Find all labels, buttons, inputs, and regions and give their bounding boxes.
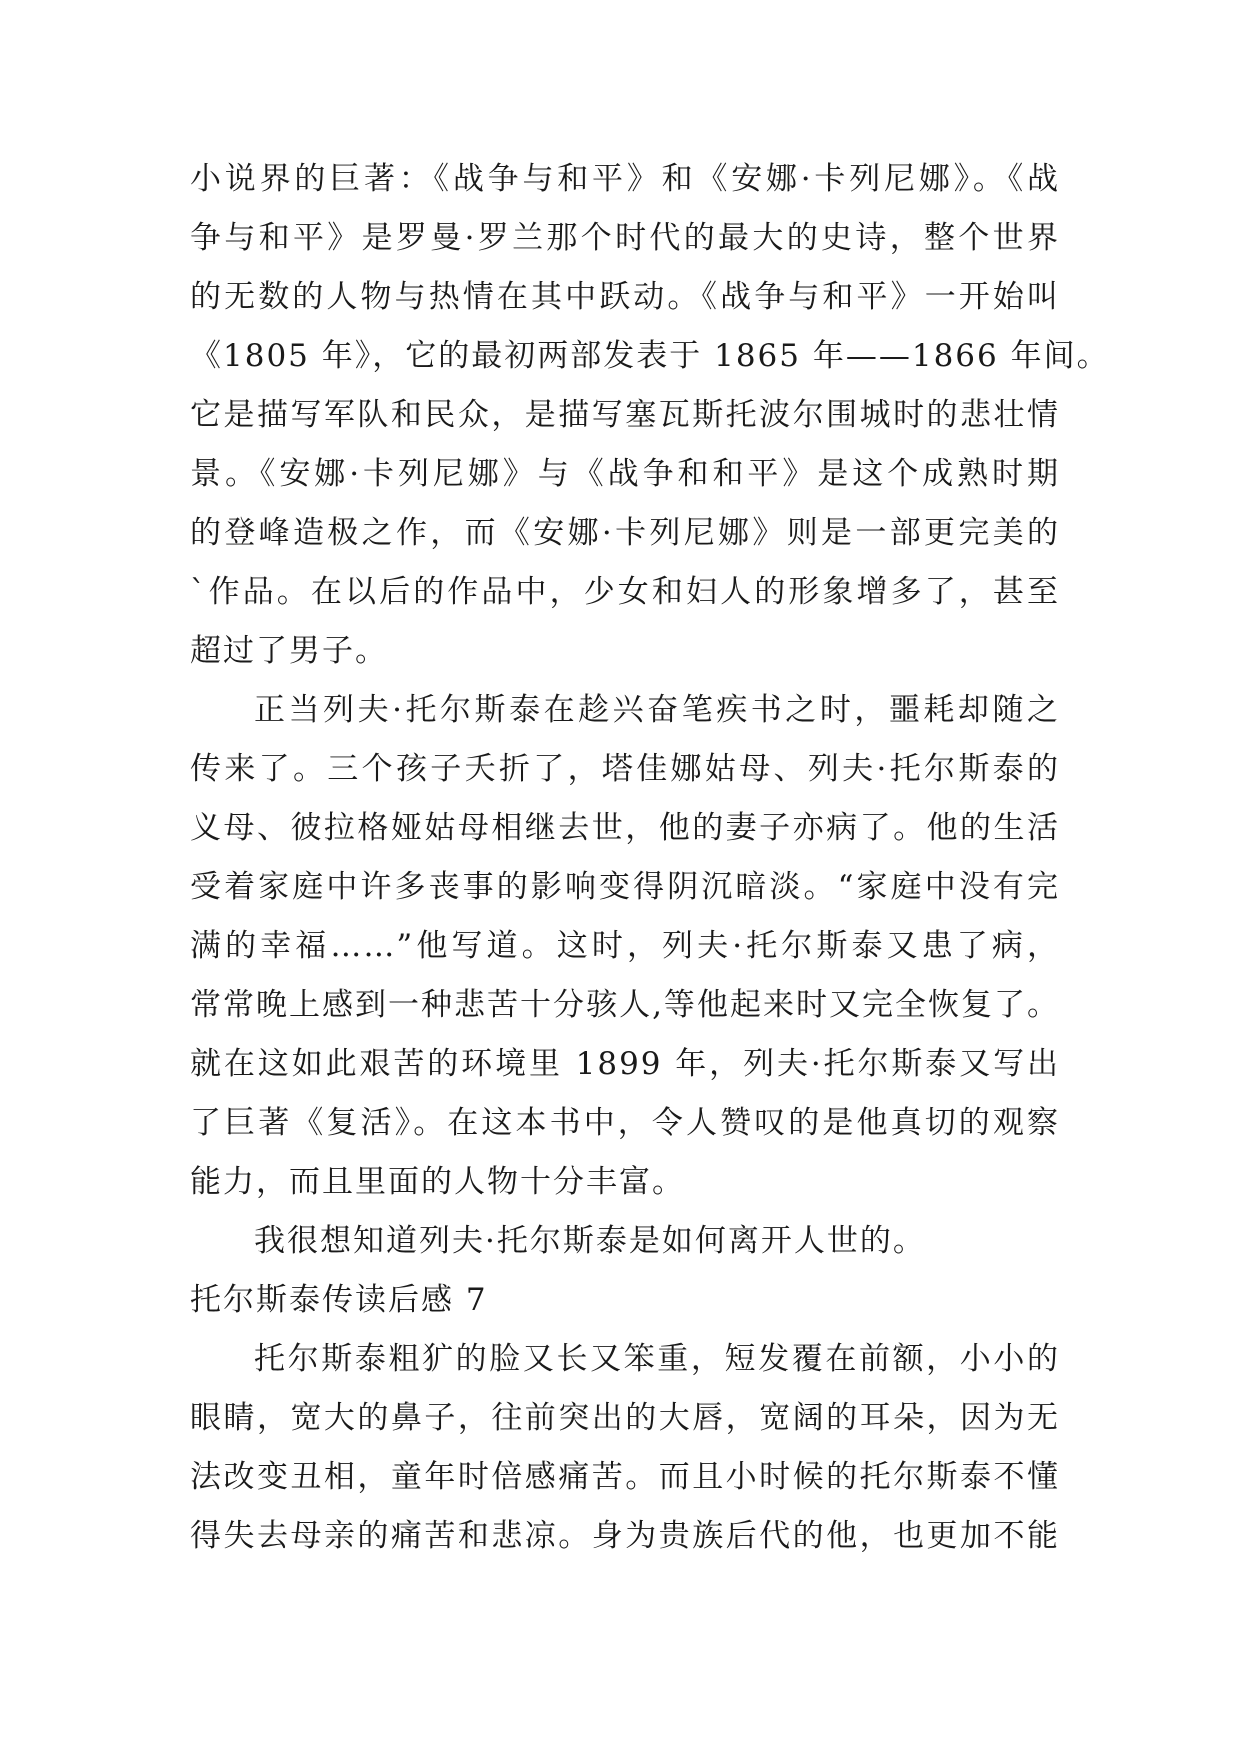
text-line: 传来了。三个孩子夭折了，塔佳娜姑母、列夫·托尔斯泰的 <box>190 751 1060 787</box>
text-line: 能力，而且里面的人物十分丰富。 <box>190 1164 685 1200</box>
text-line: 托尔斯泰粗犷的脸又长又笨重，短发覆在前额，小小的 <box>254 1341 1060 1377</box>
text-line: 得失去母亲的痛苦和悲凉。身为贵族后代的他，也更加不能 <box>190 1518 1060 1554</box>
text-line: 《1805 年》，它的最初两部发表于 1865 年——1866 年间。 <box>190 338 1110 374</box>
text-line: `作品。在以后的作品中，少女和妇人的形象增多了，甚至 <box>190 574 1060 610</box>
text-line: 就在这如此艰苦的环境里 1899 年，列夫·托尔斯泰又写出 <box>190 1046 1060 1082</box>
text-line: 的登峰造极之作，而《安娜·卡列尼娜》则是一部更完美的 <box>190 515 1060 551</box>
document-body <box>190 150 1110 1566</box>
text-line: 受着家庭中许多丧事的影响变得阴沉暗淡。“家庭中没有完 <box>190 869 1060 905</box>
section-heading: 托尔斯泰传读后感 7 <box>190 1282 488 1318</box>
text-line: 它是描写军队和民众，是描写塞瓦斯托波尔围城时的悲壮情 <box>190 397 1060 433</box>
text-line: 了巨著《复活》。在这本书中，令人赞叹的是他真切的观察 <box>190 1105 1060 1141</box>
text-line: 法改变丑相，童年时倍感痛苦。而且小时候的托尔斯泰不懂 <box>190 1459 1060 1495</box>
text-line: 小说界的巨著：《战争与和平》和《安娜·卡列尼娜》。《战 <box>190 161 1060 197</box>
text-line: 争与和平》是罗曼·罗兰那个时代的最大的史诗，整个世界 <box>190 220 1060 256</box>
text-line: 正当列夫·托尔斯泰在趁兴奋笔疾书之时，噩耗却随之 <box>254 692 1060 728</box>
text-line: 我很想知道列夫·托尔斯泰是如何离开人世的。 <box>254 1223 926 1259</box>
text-line: 常常晚上感到一种悲苦十分骇人,等他起来时又完全恢复了。 <box>190 987 1060 1023</box>
text-line: 超过了男子。 <box>190 633 388 669</box>
text-line: 满的幸福……”他写道。这时，列夫·托尔斯泰又患了病， <box>190 928 1060 964</box>
text-line: 景。《安娜·卡列尼娜》与《战争和和平》是这个成熟时期 <box>190 456 1060 492</box>
text-line: 的无数的人物与热情在其中跃动。《战争与和平》一开始叫 <box>190 279 1060 315</box>
text-line: 眼睛，宽大的鼻子，往前突出的大唇，宽阔的耳朵，因为无 <box>190 1400 1060 1436</box>
text-line: 义母、彼拉格娅姑母相继去世，他的妻子亦病了。他的生活 <box>190 810 1060 846</box>
